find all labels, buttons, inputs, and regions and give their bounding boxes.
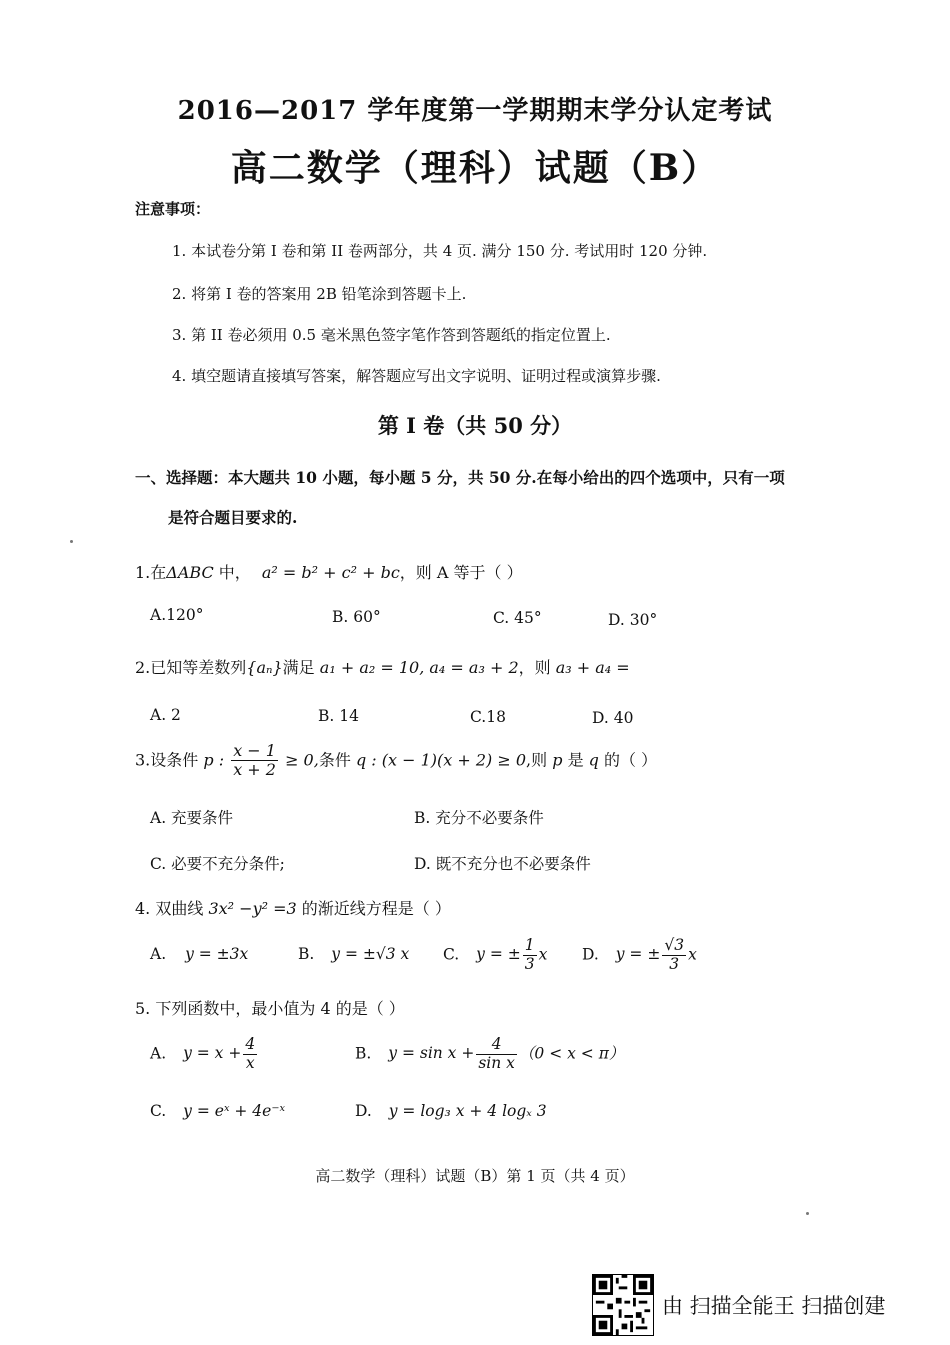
q2-option-b: B. 14 bbox=[318, 707, 359, 725]
q5-option-d-label: D. bbox=[355, 1102, 372, 1120]
q4-option-d bbox=[582, 937, 697, 974]
q5-option-a-pre: y = x + bbox=[183, 1044, 242, 1063]
q4-option-d-num: √3 bbox=[664, 936, 685, 954]
q3-mid: 条件 bbox=[318, 750, 351, 770]
q2-condition: a₁ + a₂ = 10, a₄ = a₃ + 2 bbox=[319, 658, 519, 677]
q4-option-c-label: C. bbox=[443, 945, 460, 964]
question-3 bbox=[135, 742, 657, 780]
question-2 bbox=[135, 655, 630, 678]
q1-option-b: B. 60° bbox=[332, 608, 381, 626]
q3-ge: ≥ 0, bbox=[285, 750, 319, 770]
q4-equation: 3x² −y² =3 bbox=[208, 899, 297, 918]
section-instructions: 一、选择题：本大题共 10 小题，每小题 5 分，共 50 分.在每小给出的四个选项中，只有一项 bbox=[135, 468, 785, 487]
q5-option-d-expr: y = log₃ x + 4 logₓ 3 bbox=[388, 1102, 547, 1120]
q1-mid: 中， bbox=[213, 563, 251, 582]
q4-option-c-post: x bbox=[538, 945, 548, 964]
q3-qvar: q bbox=[588, 750, 599, 770]
exam-session-title: 2016—2017 学年度第一学期期末学分认定考试 bbox=[177, 96, 773, 126]
q3-tail1: ,则 bbox=[526, 750, 548, 770]
q5-option-c-label: C. bbox=[150, 1102, 167, 1120]
q3-option-d: D. 既不充分也不必要条件 bbox=[414, 855, 591, 873]
note-item: 3. 第 II 卷必须用 0.5 毫米黑色签字笔作答到答题纸的指定位置上. bbox=[172, 326, 611, 344]
q4-option-a-label: A. bbox=[150, 945, 167, 963]
section-instructions-cont: 是符合题目要求的. bbox=[168, 508, 298, 527]
q5-option-a-num: 4 bbox=[245, 1035, 256, 1053]
q4-option-d-fraction bbox=[662, 937, 686, 974]
question-4 bbox=[135, 896, 451, 919]
q4-option-a-expr: y = ±3x bbox=[185, 945, 249, 963]
q3-p: p : bbox=[203, 750, 225, 770]
q3-fraction bbox=[231, 742, 278, 780]
q3-option-b: B. 充分不必要条件 bbox=[414, 809, 544, 827]
q2-option-a: A. 2 bbox=[150, 706, 181, 724]
q4-option-b-label: B. bbox=[298, 945, 315, 963]
q4-option-c-den: 3 bbox=[524, 954, 535, 973]
q4-tail: 的渐近线方程是（ ） bbox=[301, 899, 451, 918]
q1-option-a: A.120° bbox=[150, 606, 204, 624]
q2-option-d: D. 40 bbox=[592, 709, 634, 727]
q5-option-b-den: sin x bbox=[478, 1053, 515, 1072]
q5-option-b-label: B. bbox=[355, 1044, 372, 1063]
q4-prefix: 4. 双曲线 bbox=[135, 899, 204, 918]
q4-option-b bbox=[298, 945, 409, 963]
section-title: 第 I 卷（共 50 分） bbox=[377, 413, 573, 438]
q5-option-c-expr: y = eˣ + 4e⁻ˣ bbox=[183, 1102, 286, 1120]
q1-triangle: ΔABC bbox=[166, 563, 214, 582]
q4-option-d-pre: y = ± bbox=[615, 945, 661, 964]
q4-option-d-post: x bbox=[688, 945, 697, 964]
q3-fraction-den: x + 2 bbox=[233, 760, 276, 780]
q5-option-b-fraction bbox=[476, 1036, 517, 1073]
q4-option-c-pre: y = ± bbox=[476, 945, 521, 964]
qr-code-icon bbox=[592, 1274, 654, 1336]
q1-option-d: D. 30° bbox=[608, 611, 658, 629]
q1-tail: ，则 A 等于（ ） bbox=[399, 563, 523, 582]
note-item: 1. 本试卷分第 I 卷和第 II 卷两部分，共 4 页. 满分 150 分. 考试用时 120 分钟. bbox=[172, 242, 708, 260]
q3-option-a: A. 充要条件 bbox=[150, 809, 234, 827]
q5-option-b-post: （0 < x < π） bbox=[518, 1044, 625, 1063]
q1-number: 1.在 bbox=[135, 563, 167, 582]
q3-option-c: C. 必要不充分条件; bbox=[150, 855, 285, 873]
q3-tail2: 是 bbox=[567, 750, 584, 770]
q4-option-d-den: 3 bbox=[669, 954, 680, 973]
q2-ask: a₃ + a₄ = bbox=[555, 658, 630, 677]
scanner-watermark: 由 扫描全能王 扫描创建 bbox=[662, 1294, 886, 1318]
q2-option-c: C.18 bbox=[470, 708, 506, 726]
q2-sequence: {aₙ} bbox=[246, 658, 283, 677]
q5-option-b-num: 4 bbox=[476, 1036, 517, 1055]
scan-speck bbox=[70, 540, 73, 543]
q2-mid: 满足 bbox=[282, 658, 315, 677]
exam-paper-title: 高二数学（理科）试题（B） bbox=[230, 147, 720, 189]
q4-option-d-label: D. bbox=[582, 945, 599, 964]
q5-option-a-label: A. bbox=[150, 1044, 167, 1063]
q1-option-c: C. 45° bbox=[493, 609, 542, 627]
q3-tail3: 的（ ） bbox=[604, 750, 658, 770]
note-item: 2. 将第 I 卷的答案用 2B 铅笔涂到答题卡上. bbox=[172, 285, 467, 303]
q4-option-c bbox=[443, 937, 547, 974]
q4-option-a bbox=[150, 945, 248, 963]
q3-q: q : (x − 1)(x + 2) ≥ 0 bbox=[355, 750, 527, 770]
q4-option-b-expr: y = ±√3 x bbox=[331, 945, 410, 963]
q5-option-a-den: x bbox=[245, 1053, 255, 1072]
notes-heading: 注意事项： bbox=[135, 200, 211, 218]
question-1 bbox=[135, 560, 523, 583]
note-item: 4. 填空题请直接填写答案，解答题应写出文字说明、证明过程或演算步骤. bbox=[172, 367, 661, 385]
scan-speck bbox=[806, 1212, 809, 1215]
q2-tail: ，则 bbox=[518, 658, 551, 677]
q4-option-c-fraction bbox=[523, 937, 537, 974]
page-footer: 高二数学（理科）试题（B）第 1 页（共 4 页） bbox=[315, 1167, 635, 1185]
q5-option-a-fraction bbox=[243, 1036, 257, 1073]
q3-prefix: 3.设条件 bbox=[135, 750, 199, 770]
q5-option-b-pre: y = sin x + bbox=[388, 1044, 475, 1063]
q5-option-a bbox=[150, 1036, 259, 1073]
q3-fraction-num: x − 1 bbox=[233, 741, 276, 760]
q4-option-c-num: 1 bbox=[524, 936, 535, 954]
q1-equation: a² = b² + c² + bc bbox=[261, 563, 400, 582]
question-5: 5. 下列函数中，最小值为 4 的是（ ） bbox=[135, 999, 405, 1018]
q2-prefix: 2.已知等差数列 bbox=[135, 658, 247, 677]
q3-pvar: p bbox=[552, 750, 563, 770]
q5-option-d bbox=[355, 1102, 547, 1120]
q5-option-c bbox=[150, 1102, 285, 1120]
q5-option-b bbox=[355, 1036, 624, 1073]
